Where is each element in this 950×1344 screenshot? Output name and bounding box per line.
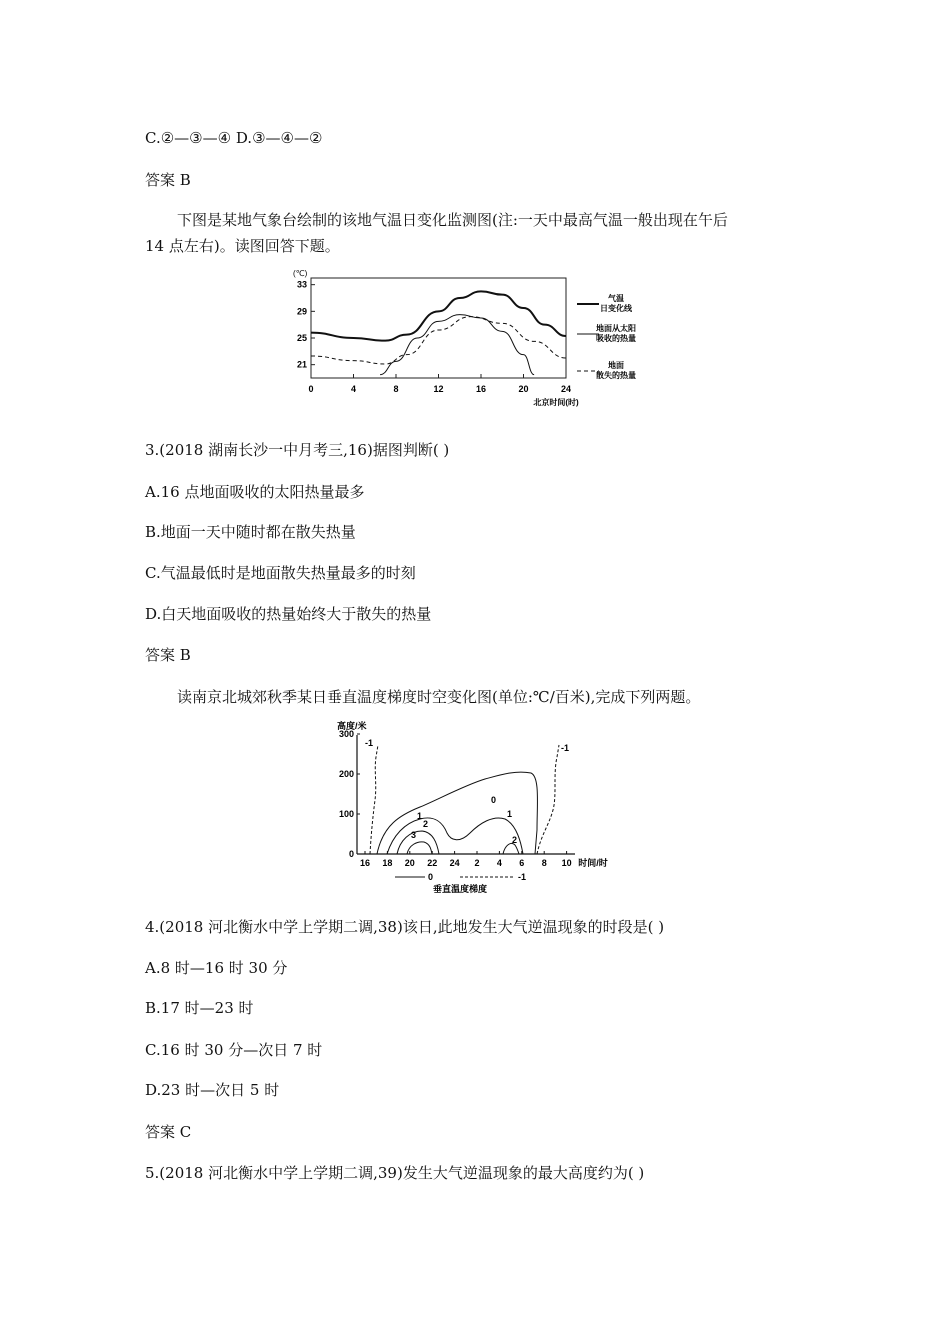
answer-3: 答案 B bbox=[145, 646, 191, 664]
contour-2-right bbox=[503, 843, 519, 854]
contour-label: 1 bbox=[417, 811, 423, 821]
x-tick-label: 0 bbox=[308, 384, 314, 394]
legend-label: -1 bbox=[518, 872, 527, 882]
series-line-3 bbox=[311, 317, 566, 364]
x-tick-label: 8 bbox=[541, 858, 547, 868]
legend-label: 地面从太阳 bbox=[596, 324, 636, 333]
y-tick-label: 25 bbox=[296, 333, 307, 343]
intro-paragraph-1: 下图是某地气象台绘制的该地气温日变化监测图(注:一天中最高气温一般出现在午后 bbox=[177, 211, 728, 229]
x-tick-label: 12 bbox=[433, 384, 444, 394]
contour-3 bbox=[407, 842, 432, 854]
temperature-gradient-chart bbox=[325, 715, 625, 895]
question-4-option-c: C.16 时 30 分—次日 7 时 bbox=[145, 1041, 323, 1059]
y-tick-label: 33 bbox=[296, 279, 307, 290]
contour-label: 3 bbox=[411, 830, 417, 840]
question-3-option-a: A.16 点地面吸收的太阳热量最多 bbox=[145, 483, 365, 501]
intro-paragraph-1-cont: 14 点左右)。读图回答下题。 bbox=[145, 237, 340, 255]
x-tick-label: 20 bbox=[518, 384, 529, 394]
x-tick-label: 6 bbox=[519, 858, 525, 868]
contour-neg1-right bbox=[537, 745, 559, 854]
y-tick-label: 300 bbox=[338, 729, 354, 739]
x-tick-label: 22 bbox=[427, 858, 438, 868]
intro-paragraph-2: 读南京北城郊秋季某日垂直温度梯度时空变化图(单位:℃/百米),完成下列两题。 bbox=[177, 688, 701, 706]
x-tick-label: 4 bbox=[496, 858, 502, 868]
x-tick-label: 20 bbox=[404, 858, 415, 868]
x-axis-label: 时间/时 bbox=[578, 858, 608, 868]
series-line-2 bbox=[380, 315, 534, 375]
contour-label: 2 bbox=[423, 819, 429, 829]
y-tick-label: 100 bbox=[338, 809, 354, 819]
x-tick-label: 18 bbox=[382, 858, 393, 868]
y-tick-label: 29 bbox=[296, 306, 307, 317]
y-tick-label: 200 bbox=[338, 769, 354, 779]
question-3-option-d: D.白天地面吸收的热量始终大于散失的热量 bbox=[145, 605, 432, 623]
question-3-option-c: C.气温最低时是地面散失热量最多的时刻 bbox=[145, 564, 416, 582]
legend-label: 0 bbox=[428, 872, 434, 882]
y-axis-unit: (℃) bbox=[293, 269, 308, 278]
legend-label: 气温 bbox=[608, 294, 624, 303]
contour-label: 0 bbox=[491, 795, 497, 805]
temperature-daily-chart bbox=[285, 268, 685, 418]
question-4-option-d: D.23 时—次日 5 时 bbox=[145, 1081, 280, 1099]
x-tick-label: 4 bbox=[350, 384, 357, 394]
answer-previous: 答案 B bbox=[145, 171, 191, 189]
legend-label: 散失的热量 bbox=[596, 371, 636, 380]
answer-4: 答案 C bbox=[145, 1123, 192, 1141]
legend-label: 日变化线 bbox=[600, 304, 632, 313]
contour-neg1-left bbox=[370, 745, 378, 854]
question-3: 3.(2018 湖南长沙一中月考三,16)据图判断( ) bbox=[145, 441, 450, 459]
contour-label: -1 bbox=[561, 743, 570, 753]
contour-label: -1 bbox=[365, 738, 374, 748]
options-cd-previous: C.②—③—④ D.③—④—② bbox=[145, 129, 323, 147]
y-axis-label: 高度/米 bbox=[337, 721, 367, 731]
contour-label: 2 bbox=[512, 835, 518, 845]
question-3-option-b: B.地面一天中随时都在散失热量 bbox=[145, 523, 356, 541]
x-tick-label: 2 bbox=[474, 858, 480, 868]
contour-label: 1 bbox=[507, 809, 513, 819]
x-tick-label: 24 bbox=[560, 384, 572, 394]
legend-label: 吸收的热量 bbox=[596, 334, 636, 343]
x-tick-label: 16 bbox=[475, 384, 487, 394]
question-4: 4.(2018 河北衡水中学上学期二调,38)该日,此地发生大气逆温现象的时段是( ) bbox=[145, 918, 665, 936]
x-tick-label: 8 bbox=[393, 384, 399, 394]
y-tick-label: 21 bbox=[296, 359, 307, 370]
x-tick-label: 16 bbox=[359, 858, 371, 868]
question-4-option-b: B.17 时—23 时 bbox=[145, 999, 254, 1017]
x-axis-label: 北京时间(时) bbox=[533, 398, 579, 407]
question-5: 5.(2018 河北衡水中学上学期二调,39)发生大气逆温现象的最大高度约为( ) bbox=[145, 1164, 645, 1182]
series-line-1 bbox=[311, 291, 566, 340]
legend-label: 地面 bbox=[608, 361, 624, 370]
x-tick-label: 24 bbox=[449, 858, 460, 868]
plot-frame bbox=[311, 278, 566, 378]
question-4-option-a: A.8 时—16 时 30 分 bbox=[145, 959, 288, 977]
legend-title: 垂直温度梯度 bbox=[432, 884, 488, 894]
y-tick-label: 0 bbox=[348, 849, 354, 859]
x-tick-label: 10 bbox=[561, 858, 572, 868]
